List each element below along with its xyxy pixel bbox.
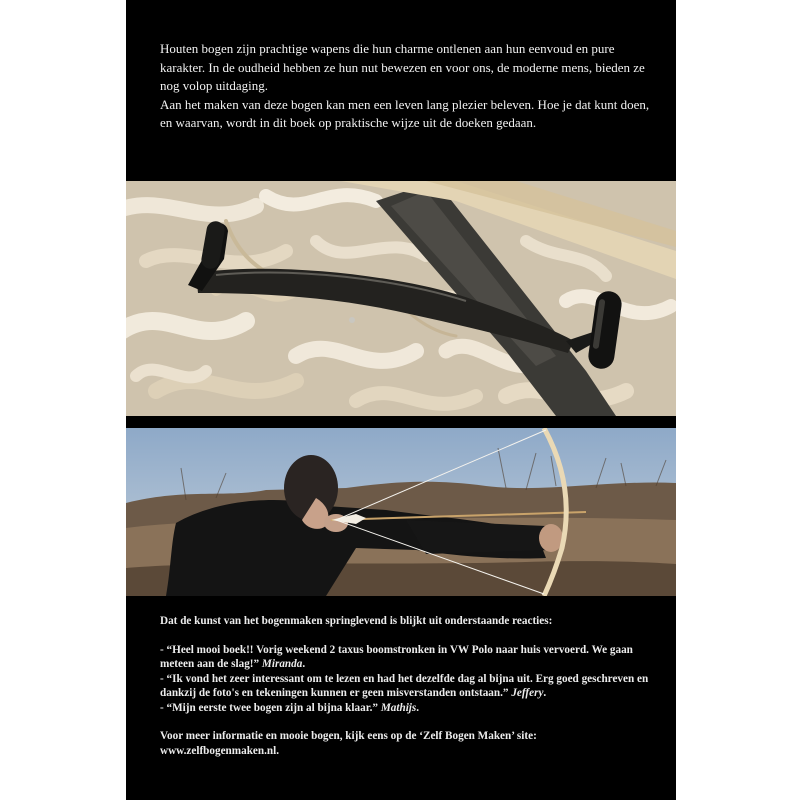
intro-paragraph: Houten bogen zijn prachtige wapens die hun charme ontlenen aan hun eenvoud en pure karakter. In de oudheid hebben ze hun nut bewezen en voor ons, de moderne mens, bieden ze nog volop uitdaging. xyxy=(160,41,645,93)
review-author: Jeffery xyxy=(511,687,544,699)
book-back-cover xyxy=(126,0,676,800)
drawknife-photo xyxy=(126,181,676,416)
intro-text xyxy=(160,40,660,133)
more-info-text: Voor meer informatie en mooie bogen, kijk eens op de ‘Zelf Bogen Maken’ site: xyxy=(160,730,537,742)
review-quote: - “Mijn eerste twee bogen zijn al bijna klaar.” xyxy=(160,701,379,714)
reviews-heading: Dat de kunst van het bogenmaken springlevend is blijkt uit onderstaande reacties: xyxy=(160,615,553,627)
archer-photo xyxy=(126,428,676,596)
spacer xyxy=(160,629,665,643)
reader-reviews xyxy=(160,614,665,758)
review-end: . xyxy=(302,658,306,670)
review-end: . xyxy=(416,701,420,714)
review-end: . xyxy=(543,687,547,699)
intro-paragraph: Aan het maken van deze bogen kan men een leven lang plezier beleven. Hoe je dat kunt doen, en waarvan, wordt in dit boek op praktische wijze uit de doeken gedaan. xyxy=(160,96,650,130)
review-author: Mathijs xyxy=(380,701,417,714)
review-quote: - “Heel mooi boek!! Vorig weekend 2 taxus boomstronken in VW Polo naar huis vervoerd. We gaan meteen aan de slag!” xyxy=(160,643,633,670)
review-item xyxy=(160,672,665,701)
review-author: Miranda xyxy=(261,658,303,670)
review-item xyxy=(160,643,665,672)
review-quote: - “Ik vond het zeer interessant om te lezen en had het dezelfde dag al bijna uit. Erg goed geschreven en dankzij de foto's en tekeningen kunnen er geen misverstanden ontstaan.” xyxy=(160,672,649,699)
spacer xyxy=(160,715,665,729)
website-link[interactable]: www.zelfbogenmaken.nl. xyxy=(160,744,280,757)
review-item xyxy=(160,701,665,716)
